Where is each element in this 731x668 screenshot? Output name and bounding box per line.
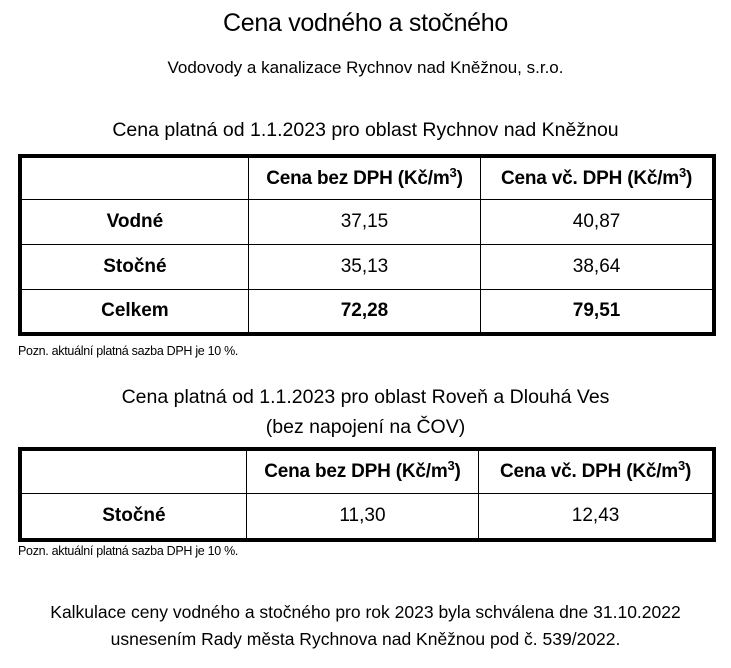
unit-exponent: 3 — [449, 164, 457, 180]
price-table-roven — [18, 447, 716, 542]
approval-note-line1: Kalkulace ceny vodného a stočného pro rok 2023 byla schválena dne 31.10.2022 — [50, 602, 681, 622]
price-table-rychnov — [18, 154, 716, 336]
unit-exponent: 3 — [678, 164, 687, 180]
value-with-vat: 38,64 — [481, 245, 714, 290]
unit-exponent: 3 — [677, 458, 686, 473]
header-price-with-vat-label: Cena vč. DPH (Kč/m — [499, 461, 678, 482]
row-label-stocne: Stočné — [20, 494, 246, 541]
table-header-row — [20, 156, 714, 200]
page-title: Cena vodného a stočného — [223, 9, 508, 37]
value-without-vat: 11,30 — [246, 494, 478, 541]
table-row — [20, 200, 714, 245]
table-row-total — [20, 290, 714, 335]
company-name: Vodovody a kanalizace Rychnov nad Kněžnou, s.r.o. — [167, 58, 564, 77]
header-price-with-vat: Cena vč. DPH $(Kč/m^3)$ — [479, 449, 714, 494]
vat-note: Pozn. aktuální platná sazba DPH je 10 %. — [18, 544, 239, 558]
header-price-with-vat: Cena vč. DPH $(Kč/m^3)$ — [481, 156, 714, 200]
row-label-stocne: Stočné — [20, 245, 248, 290]
unit-exponent: 3 — [447, 458, 455, 473]
table-row — [20, 494, 714, 541]
value-with-vat: 40,87 — [481, 200, 714, 245]
header-price-without-vat: Cena bez DPH $(Kč/m^3)$ — [246, 449, 478, 494]
header-empty-cell — [20, 156, 248, 200]
approval-note-line2: usnesením Rady města Rychnova nad Kněžnou pod č. 539/2022. — [110, 629, 621, 649]
table-row — [20, 245, 714, 290]
table-header-row — [20, 449, 714, 494]
header-price-without-vat: Cena bez DPH $(Kč/m^3)$ — [248, 156, 480, 200]
header-price-with-vat-label: Cena vč. DPH (Kč/m — [500, 167, 679, 189]
vat-note: Pozn. aktuální platná sazba DPH je 10 %. — [18, 344, 239, 358]
total-with-vat: 79,51 — [481, 290, 714, 335]
row-label-celkem: Celkem — [20, 290, 248, 335]
row-label-vodne: Vodné — [20, 200, 248, 245]
header-price-without-vat-label: Cena bez DPH (Kč/m — [264, 461, 448, 482]
header-price-without-vat-label: Cena bez DPH (Kč/m — [266, 167, 450, 189]
value-with-vat: 12,43 — [479, 494, 714, 541]
section1-heading: Cena platná od 1.1.2023 pro oblast Rychnov nad Kněžnou — [112, 119, 619, 141]
header-empty-cell — [20, 449, 246, 494]
value-without-vat: 35,13 — [248, 245, 480, 290]
section2-heading: Cena platná od 1.1.2023 pro oblast Roveň a Dlouhá Ves — [121, 386, 610, 408]
value-without-vat: 37,15 — [248, 200, 480, 245]
total-without-vat: 72,28 — [248, 290, 480, 335]
section2-subheading: (bez napojení na ČOV) — [265, 416, 466, 438]
